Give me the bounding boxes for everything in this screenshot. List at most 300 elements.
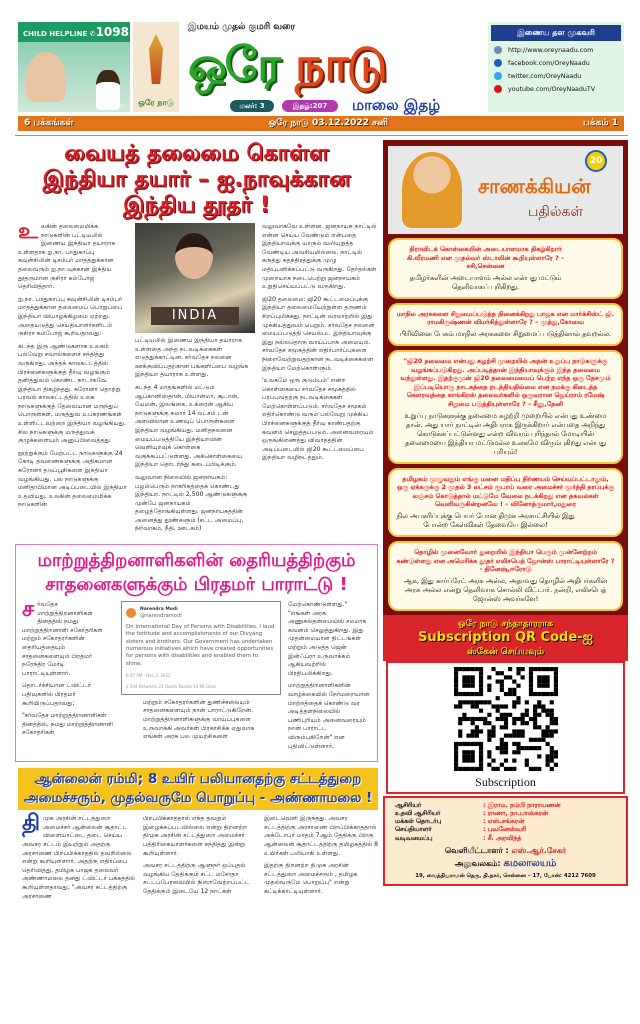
credit-name: : சீ. அரவிந்த் — [483, 834, 522, 842]
credit-row — [395, 802, 616, 810]
qr-module — [470, 683, 474, 687]
qr-module — [533, 708, 537, 712]
qr-module — [478, 700, 482, 704]
qr-code-icon[interactable] — [451, 667, 561, 771]
qa-item: திராவிடக் கொள்கையின் அடையாளமாக திகழ்கிறார் கி.வீரமணி என முதல்வர் ஸ்டாலின் கூறியுள்ளாரே ? – சசி,சென்னை தமிழர்களின் அடையாளம் அல்ல என்பது மட்டும் தெளிவாகப் புரிகிறது. — [388, 238, 623, 299]
qr-module — [503, 767, 507, 771]
qr-module — [454, 687, 458, 691]
qr-module — [462, 758, 466, 762]
qr-module — [478, 667, 482, 671]
qr-module — [470, 754, 474, 758]
qr-module — [541, 733, 545, 737]
qr-module — [454, 746, 458, 750]
qr-module — [499, 712, 503, 716]
qa-item: தொழில் முனைவோர் துறையில் இந்தியா பெரும் முன்னேற்றம் கண்டுள்ளது என அமெரிக்க தூதர் எலிசபெத் ஜோன்ஸ் பாராட்டியுள்ளாரே ? - தினேஷ்,ஈரோடு ஆக, இது கார்ப்ரேட் அரசு அல்ல, அதாவது தொழில் அதிபர்களின் அரசு அல்ல என்று தெளிவாக சொல்லி விட்டார். நன்றி, எலிசபெத் ஜோன்ஸ் அவர்களே! — [388, 541, 623, 611]
story1-body — [15, 219, 378, 538]
qr-module — [454, 754, 458, 758]
qr-module — [533, 704, 537, 708]
qr-module — [516, 746, 520, 750]
qr-module — [512, 704, 516, 708]
column-title: சாணக்கியன் — [478, 174, 591, 198]
tweet-time: 6:47 AM · Dec 3, 2022 — [126, 672, 171, 678]
qr-module — [487, 762, 491, 766]
qr-module — [487, 729, 491, 733]
qr-module — [458, 667, 462, 671]
qr-module — [487, 675, 491, 679]
qr-module — [458, 733, 462, 737]
qr-module — [528, 667, 532, 671]
qr-module — [478, 758, 482, 762]
qr-module — [462, 679, 466, 683]
india-nameplate: INDIA — [151, 307, 239, 325]
qr-module — [474, 667, 478, 671]
divider — [15, 135, 628, 136]
facebook-icon — [494, 59, 502, 67]
qr-module — [524, 712, 528, 716]
qr-module — [470, 700, 474, 704]
qr-module — [474, 729, 478, 733]
qr-module — [553, 679, 557, 683]
qr-module — [466, 742, 470, 746]
qr-module — [470, 675, 474, 679]
tweet-stats: 2,544 Retweets 23 Quote Tweets 10.9K Likes — [126, 683, 217, 689]
qr-module — [462, 675, 466, 679]
qr-module — [541, 679, 545, 683]
qr-module — [478, 717, 482, 721]
qr-module — [462, 750, 466, 754]
web-link[interactable] — [494, 46, 618, 54]
youtube-icon — [494, 85, 502, 93]
qr-module — [516, 700, 520, 704]
qr-module — [520, 717, 524, 721]
qr-module — [491, 725, 495, 729]
web-link-text[interactable]: facebook.com/OreyNaadu — [508, 59, 590, 67]
qr-module — [541, 683, 545, 687]
twitter-icon — [494, 72, 502, 80]
qr-module — [503, 712, 507, 716]
qr-module — [495, 696, 499, 700]
qr-module — [508, 675, 512, 679]
qr-module — [549, 733, 553, 737]
qr-module — [454, 675, 458, 679]
qr-module — [478, 762, 482, 766]
qr-module — [454, 750, 458, 754]
qr-module — [545, 762, 549, 766]
qr-module — [483, 717, 487, 721]
qr-module — [503, 750, 507, 754]
story2-column-3: மேற்கொண்டுள்ளது." "எங்கள் அரசு அணுகல்தன்மையில் சமமாக கவனம் செலுத்துகிறது. இது முதன்மையான திட்டங்கள் மற்றும் அடுத்த ஜென் இன்ஃப்ரா உருவாக்கம் ஆகியவற்றில் பிரதிபலிக்கிறது. மாற்றுத்திறனாளிகளின் வாழ்க்கையில் நேர்மறையான மாற்றத்தைக் கொண்டு வர அடித்தளநிலையில் பணிபுரியும் அனைவரையும் நான் பாராட்ட விரும்புகிறேன்" என பதிவிட்டுள்ளார். — [288, 601, 370, 750]
qr-module — [466, 717, 470, 721]
qr-module — [553, 675, 557, 679]
qr-module — [478, 742, 482, 746]
web-links-panel — [488, 22, 624, 112]
story1-column-1: உலகின் தலைமைமிக்க நாடுகளின் பட்டியலில் இணைய இந்தியா தயாராக உள்ளதாக ஐ.நா. பாதுகாப்பு கவுன்சிலின் டிசம்பர் மாதத்துக்கான தலைவரும் ஐ.நா.வுக்கான இந்திய தூதருமான ருசிரா கம்போஜ் தெரிவித்தார். ஐ.நா. பாதுகாப்பு கவுன்சிலின் டிசம்பர் மாதத்துக்கான தலைமைப் பொறுப்பை இந்தியா வியாழக்கிழமை ஏற்றது. அதையடுத்து செய்தியாளர்களிடம் ருசிரா கம்போஜ் கூறியதாவது: கடந்த இரு ஆண்டுகளாக உலகம் பல்வேறு சவால்களைச் சந்தித்து வருகிறது. அந்தக் காலகட்டத்தில் பிரச்னைகளுக்குத் தீர்வு வழங்கும் தனித்துவம் கொண்ட நாடாகவே இந்தியா திகழ்ந்தது. கரோனா தொற்று பரவல் காலகட்டத்தில் உலக நாடுகளுக்குத் தேவையான மருந்துப் பொருள்கள், மருத்துவ உபகரணங்கள் உள்ளிட்டவற்றை இந்தியா வழங்கியது. சில நாடுகளுக்கு மருத்துவக் குழுக்களையும் அனுப்பிவைத்தது. நூற்றுக்கும் மேற்பட்ட நாடுகளுக்கு 24 கோடி தவணைகளுக்கு அதிகமான கரோனா தடுப்பூசிகளை இந்தியா வழங்கியது. பல நாடுகளுக்கு மனிதாபிமான அடிப்படையில் இந்தியா உதவியது. உலகின் தலைமைமிக்க நாடுகளின் — [18, 219, 127, 509]
qr-module — [466, 750, 470, 754]
qr-module — [478, 683, 482, 687]
qr-module — [520, 675, 524, 679]
drop-cap: உ — [18, 219, 38, 244]
qr-module — [549, 721, 553, 725]
qr-module — [487, 733, 491, 737]
qr-module — [516, 750, 520, 754]
qr-module — [553, 671, 557, 675]
qr-module — [503, 733, 507, 737]
qr-module — [478, 767, 482, 771]
qr-module — [458, 700, 462, 704]
qr-module — [537, 700, 541, 704]
qr-module — [470, 758, 474, 762]
qr-module — [528, 679, 532, 683]
main-stories — [15, 141, 378, 905]
qr-module — [528, 717, 532, 721]
qr-module — [537, 683, 541, 687]
qr-module — [549, 700, 553, 704]
qr-module — [508, 712, 512, 716]
qr-module — [508, 692, 512, 696]
qr-module — [499, 687, 503, 691]
qr-module — [491, 704, 495, 708]
qr-module — [549, 758, 553, 762]
qr-module — [478, 708, 482, 712]
story3-body — [15, 811, 379, 905]
qr-module — [462, 767, 466, 771]
credit-name: : இராம. நம்பி நாராயணன் — [483, 801, 561, 809]
web-link-text[interactable]: http://www.oreynaadu.com — [508, 46, 594, 54]
chanakya-sidebar — [383, 140, 628, 886]
qr-module — [478, 750, 482, 754]
qr-module — [454, 704, 458, 708]
story1-headline[interactable]: வையத் தலைமை கொள்ள இந்தியா தயார் – ஐ.நாவுக்கான இந்திய தூதர் ! — [42, 141, 351, 218]
qr-module — [487, 737, 491, 741]
qr-module — [466, 667, 470, 671]
qr-module — [462, 667, 466, 671]
credit-name: : புவனேஸ்வரி — [483, 826, 527, 834]
qr-module — [553, 750, 557, 754]
qr-module — [553, 667, 557, 671]
web-link-text[interactable]: youtube.com/OreyNaaduTV — [508, 85, 596, 93]
qr-module — [503, 746, 507, 750]
ambassador-photo — [135, 223, 255, 333]
qr-module — [462, 692, 466, 696]
qr-module — [512, 750, 516, 754]
qr-module — [516, 742, 520, 746]
qr-module — [470, 750, 474, 754]
qr-module — [491, 729, 495, 733]
helpline-label: CHILD HELPLINE — [23, 30, 88, 38]
qr-module — [524, 746, 528, 750]
staff-credits — [383, 796, 628, 886]
qr-module — [487, 750, 491, 754]
qr-module — [528, 687, 532, 691]
tagline: இமயம் முதல் குமரி வரை — [188, 22, 296, 32]
qr-module — [503, 675, 507, 679]
qr-module — [553, 762, 557, 766]
web-link[interactable] — [494, 85, 618, 93]
qr-module — [553, 721, 557, 725]
qr-module — [454, 762, 458, 766]
qr-module — [549, 717, 553, 721]
qr-module — [458, 742, 462, 746]
qr-module — [462, 717, 466, 721]
qr-module — [537, 692, 541, 696]
qr-module — [533, 746, 537, 750]
qr-module — [512, 767, 516, 771]
qr-module — [524, 721, 528, 725]
qr-module — [454, 767, 458, 771]
qr-module — [483, 700, 487, 704]
qr-module — [470, 692, 474, 696]
qr-module — [462, 683, 466, 687]
qr-module — [499, 683, 503, 687]
qr-module — [549, 767, 553, 771]
qr-module — [512, 679, 516, 683]
qr-module — [503, 742, 507, 746]
qr-module — [466, 683, 470, 687]
qr-module — [478, 754, 482, 758]
drop-cap: தி — [22, 811, 41, 837]
masthead-part2: நாடு — [294, 37, 386, 91]
qr-module — [487, 712, 491, 716]
qr-module — [499, 704, 503, 708]
qr-module — [462, 700, 466, 704]
date-bar — [18, 116, 624, 131]
qr-module — [466, 692, 470, 696]
g20-badge: 20 — [585, 150, 607, 172]
qr-module — [545, 754, 549, 758]
qr-module — [487, 721, 491, 725]
qr-module — [503, 758, 507, 762]
qr-module — [487, 754, 491, 758]
qr-module — [524, 700, 528, 704]
qr-module — [499, 742, 503, 746]
qr-module — [553, 692, 557, 696]
issue-date: ஒரே நாடு 03.12.2022 சனி — [268, 118, 388, 128]
qr-module — [533, 767, 537, 771]
qr-module — [549, 754, 553, 758]
story3-column-1: திமுக அரசின் சட்டத்துறை அமைச்சர் ஆன்லைன் சூதாட்ட விளையாட்டை தடை செய்ய அவசர சட்டம் இயற்றும் அதற்கு அரசாணை பிறப்பிக்காததில் தவறில்லை என்று கூறியுள்ளார். அதற்கு எதிர்ப்பை தெரிவித்து, தமிழக பாஜக தலைவர் அண்ணாமலை தனது ட்விட்டர் பக்கத்தில் கூறியுள்ளதாவது; "அவசர சட்டத்திற்கு அரசாணை — [22, 811, 136, 900]
qr-module — [520, 729, 524, 733]
qr-module — [516, 696, 520, 700]
qr-module — [499, 746, 503, 750]
qr-module — [545, 679, 549, 683]
story3-headline[interactable]: ஆன்லைன் ரம்மி; 8 உயிர் பலியானதற்கு சட்டத்துறை அமைச்சரும், முதல்வருமே பொறுப்பு - அண்ணாமலை ! — [18, 768, 378, 810]
qr-module — [499, 671, 503, 675]
credit-row — [395, 826, 616, 834]
qr-module — [516, 671, 520, 675]
qr-module — [499, 725, 503, 729]
qr-module — [508, 687, 512, 691]
qr-module — [454, 667, 458, 671]
chanakya-column — [383, 140, 628, 615]
qr-module — [545, 712, 549, 716]
web-link-text[interactable]: twitter.com/OreyNaadu — [508, 72, 582, 80]
qr-module — [545, 667, 549, 671]
qr-module — [545, 729, 549, 733]
qr-module — [454, 679, 458, 683]
qr-module — [512, 717, 516, 721]
qr-module — [512, 733, 516, 737]
qr-module — [553, 683, 557, 687]
qr-module — [553, 729, 557, 733]
qr-module — [541, 675, 545, 679]
qr-module — [499, 750, 503, 754]
qr-module — [524, 762, 528, 766]
subscription-banner: ஒரே நாடு சந்தாதாரராக Subscription QR Code-ஐ ஸ்கேன் செய்யவும் — [383, 615, 628, 661]
helpline-caption: Dr.R.G.Anand — [97, 103, 124, 108]
qr-module — [466, 675, 470, 679]
qr-module — [474, 742, 478, 746]
qr-module — [470, 679, 474, 683]
qr-caption: Subscription — [475, 774, 536, 789]
qr-module — [470, 717, 474, 721]
qr-module — [533, 725, 537, 729]
credit-role: உதவி ஆசிரியர் — [395, 809, 441, 817]
subscription-qr[interactable] — [386, 661, 625, 794]
qr-module — [516, 729, 520, 733]
qr-module — [512, 692, 516, 696]
qr-module — [495, 704, 499, 708]
story2-headline[interactable]: மாற்றுத்திறனாளிகளின் தைரியத்திற்கும் சாதனைகளுக்கும் பிரதமர் பாராட்டு ! — [37, 550, 356, 596]
qr-module — [458, 729, 462, 733]
qr-module — [474, 704, 478, 708]
qr-module — [553, 687, 557, 691]
qr-module — [524, 758, 528, 762]
globe-icon — [494, 46, 502, 54]
qr-module — [520, 733, 524, 737]
credit-role: வடிவமைப்பு — [395, 834, 433, 842]
qr-module — [520, 667, 524, 671]
qr-module — [537, 746, 541, 750]
chanakya-banner — [388, 146, 623, 234]
qr-module — [487, 687, 491, 691]
qr-module — [549, 667, 553, 671]
qr-module — [454, 683, 458, 687]
story2-body — [22, 597, 371, 755]
qr-module — [553, 717, 557, 721]
web-link[interactable] — [494, 72, 618, 80]
qr-module — [503, 725, 507, 729]
web-links-heading: இணைய தள முகவரி — [491, 25, 621, 41]
qr-module — [474, 700, 478, 704]
qr-module — [491, 733, 495, 737]
credit-role: மக்கள் தொடர்பு — [395, 818, 442, 826]
qr-module — [512, 729, 516, 733]
portrait-image — [26, 52, 66, 102]
qr-module — [466, 733, 470, 737]
story1-column-2: INDIA பட்டியலில் இணைய இந்தியா தயாராக உள்ளதை அந்த நடவடிக்கைகள் எடுத்துக்காட்டின. சர்வதேச நலனை ஊக்குவிப்பதற்கான பங்களிப்பை வழங்க இந்தியா தயாராக உள்ளது. கடந்த 4 மாதங்களில் மட்டும் ஆப்கானிஸ்தான், மியான்மர், சூடான், யேமன், இலங்கை, உக்ரைன் ஆகிய நாடுகளுக்கு சுமார் 14 லட்சம் டன் அளவிலான உணவுப் பொருள்களை இந்தியா வழங்கியது. மனிதநலனை மையப்படுத்தியே இந்தியாவின் வெளியுறவுக் கொள்கை வகுக்கப்பட்டுள்ளது. அக்கொள்கையை இந்தியா தொடர்ந்து கடைப்பிடிக்கும். வலுவான நிலையில் ஜனநாயகம்: பழம்பெரும் நாகரிகத்தைக் கொண்டது இந்தியா. நாட்டில் 2,500 ஆண்டுகளுக்கு முன்பே ஜனநாயகம் தழைத்தோங்கியுள்ளது. ஜனநாயகத்தின் அனைத்து தூண்களும் (சட்ட அமைப்பு, நிர்வாகம், நீதி, ஊடகம்) — [135, 223, 255, 538]
qr-module — [549, 708, 553, 712]
qr-module — [474, 733, 478, 737]
masthead — [188, 34, 480, 94]
qr-module — [495, 717, 499, 721]
qr-module — [495, 767, 499, 771]
qr-module — [537, 754, 541, 758]
qr-module — [458, 704, 462, 708]
qr-module — [470, 667, 474, 671]
qr-module — [512, 742, 516, 746]
qr-module — [533, 692, 537, 696]
qr-module — [470, 733, 474, 737]
qr-module — [478, 679, 482, 683]
qr-module — [549, 746, 553, 750]
qr-module — [478, 729, 482, 733]
qr-module — [516, 683, 520, 687]
qr-module — [533, 721, 537, 725]
qr-module — [528, 746, 532, 750]
qr-module — [528, 692, 532, 696]
pen-lamp-icon — [149, 34, 163, 84]
qr-module — [533, 667, 537, 671]
qr-module — [508, 667, 512, 671]
qr-module — [508, 733, 512, 737]
qr-module — [503, 704, 507, 708]
web-link[interactable] — [494, 59, 618, 67]
qr-module — [454, 671, 458, 675]
credit-name: : ராணா, நா.பாஸ்கரன் — [483, 809, 548, 817]
office-label: அலுவலகம்: — [454, 858, 501, 868]
qr-module — [474, 767, 478, 771]
story2-box — [15, 544, 378, 762]
qr-module — [508, 767, 512, 771]
qr-module — [537, 679, 541, 683]
qr-module — [458, 692, 462, 696]
volume-badge: மலர்: 3 — [230, 100, 274, 112]
qr-module — [458, 767, 462, 771]
qr-module — [458, 721, 462, 725]
qr-module — [474, 692, 478, 696]
qa-item: தமிழகம் முழுவதும் எங்கு மனை மதிப்பு நிர்ணயம் செய்யப்பட்டாலும், ஒரு ஏக்கருக்கு 2 முதல் 3 லட்சம் ரூபாய் வரை அமைச்சர் மூர்த்தி தரப்புக்கு லஞ்சம் கொடுத்தால் மட்டுமே வேலை நடக்கிறது என தகவல்கள் வெளிவருகின்றனவே ! – வினோத்குமார்,மதுரை நில அபகரிப்புக்கு பெயர் போன திமுக அரசாட்சியில் இது போன்ற கேள்விகள் தேவையே இல்லை! — [388, 468, 623, 537]
qr-module — [512, 721, 516, 725]
qr-module — [545, 683, 549, 687]
qr-module — [470, 767, 474, 771]
qr-module — [528, 683, 532, 687]
credit-name: : எஸ்.சங்கரன் — [483, 818, 525, 826]
qr-module — [495, 679, 499, 683]
child-helpline-ad — [18, 22, 130, 112]
publisher-label: வெளியீட்டாளர் : — [444, 845, 509, 855]
qr-module — [483, 721, 487, 725]
qr-module — [541, 692, 545, 696]
qr-module — [528, 737, 532, 741]
qa-item: மாநில அரசுகளை சிறுமைப்படுத்த நினைக்கிறது பாஜக என மார்க்சிஸ்ட் ஜி. ராமகிருஷ்ணன் விமர்சித்துள்ளாரே ? – முத்து,கோவை பிரிவினை பேசும் மாநில அரசுகளை சிறுமைப் படுத்தினால் தவறல்ல. — [388, 303, 623, 346]
qr-module — [549, 712, 553, 716]
qr-module — [466, 679, 470, 683]
qr-module — [541, 708, 545, 712]
page-count: 6 பக்கங்கள் — [24, 118, 74, 128]
qr-module — [541, 729, 545, 733]
qr-module — [462, 742, 466, 746]
qr-module — [491, 667, 495, 671]
qr-module — [541, 737, 545, 741]
qr-module — [528, 675, 532, 679]
newspaper-logo — [133, 22, 179, 112]
office-address: 19, வைத்தியராமன் தெரு, தி.நகர், சென்னை – 17, போன்: 4212 7609 — [415, 872, 596, 879]
qr-module — [495, 746, 499, 750]
tweet-text: On International Day of Persons with Disabilities, I laud the fortitude and accomplishments of our Divyang sisters and brothers. Our Government has undertaken numerous initiatives which have created opportunities for persons with disabilities and enabled them to shine. — [126, 624, 275, 667]
embedded-tweet[interactable] — [121, 601, 281, 695]
qr-module — [549, 729, 553, 733]
qr-module — [470, 721, 474, 725]
qr-module — [470, 729, 474, 733]
qr-module — [466, 754, 470, 758]
qa-item: "ஜி20 தலைமை என்பது சுழற்சி முறையில் அதன் உறுப்பு நாடுகளுக்கு வழங்கப்படுகிறது. அப்படித்தான் இந்தியாவுக்கும் இந்த தலைமை வந்துள்ளது. இதற்குமுன் ஜி20 தலைமையைப் பெற்ற எந்த ஒரு தேசமும் இப்படியொரு நாடகத்தை நடத்தியதில்லை என நமக்கு கிடைத்த கௌரவத்தை காங்கிரஸ் தலைவர்களில் ஒருவரான ஜெய்ராம் ரமேஷ் சிறுமை படுத்தியுள்ளாரே ? – சீனு,தேனி உறுப்பு நாடுகளுக்கு தலைமை சுழற்றி முறையில் என்பது உண்மை தான். அது யார் நாட்டின் அதிபராக இருக்கிறார் என்பதை அறிந்து கொடுக்கப்பட்டுள்ளது என்ற விவரம் புரிந்தால் மோடியின் தலைமையை இந்தியா மட்டுமல்ல உலகமே விரும்புகிறது என்பது புரியும்! — [388, 350, 623, 464]
qr-module — [474, 725, 478, 729]
qr-module — [503, 692, 507, 696]
qr-module — [499, 679, 503, 683]
qr-module — [470, 704, 474, 708]
qr-module — [478, 671, 482, 675]
qr-module — [516, 667, 520, 671]
